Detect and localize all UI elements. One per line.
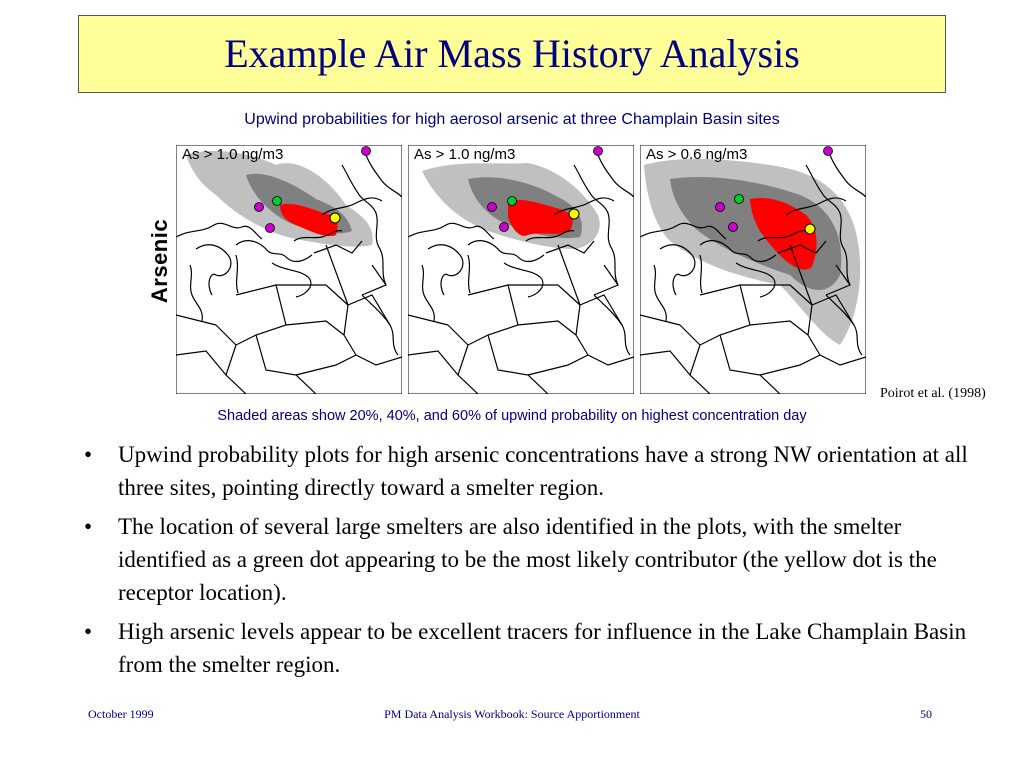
- bullet-text: High arsenic levels appear to be excellent tracers for influence in the Lake Champlain Basin from the smelter region.: [118, 619, 967, 677]
- map-panel-3: [640, 145, 874, 394]
- bullet-dot: •: [84, 514, 93, 539]
- bullet-item: [82, 438, 982, 504]
- footer-page-number: 50: [920, 707, 932, 721]
- arsenic-side-label: [142, 213, 178, 309]
- map-panel-1: [176, 145, 402, 394]
- bullet-item: [82, 615, 982, 681]
- bullet-dot: •: [84, 619, 93, 644]
- footer-date: October 1999: [88, 707, 154, 721]
- map-panel-2: [408, 145, 634, 394]
- bullet-list: [82, 438, 982, 687]
- bullet-item: [82, 510, 982, 609]
- figure-caption: Shaded areas show 20%, 40%, and 60% of upwind probability on highest concentration day: [217, 408, 807, 424]
- slide-title: Example Air Mass History Analysis: [224, 31, 800, 76]
- arsenic-label-text: Arsenic: [147, 218, 172, 304]
- map-label-2: As > 1.0 ng/m3: [414, 146, 516, 163]
- bullet-text: The location of several large smelters are also identified in the plots, with the smelter identified as a green dot appearing to be the most likely contributor (the yellow dot is the receptor location).: [118, 514, 937, 605]
- bullet-dot: •: [84, 442, 93, 467]
- map-label-3: As > 0.6 ng/m3: [646, 146, 748, 163]
- footer-title: PM Data Analysis Workbook: Source Apportionment: [384, 707, 640, 721]
- upwind-probability-maps: [176, 145, 874, 394]
- citation: Poirot et al. (1998): [880, 386, 986, 401]
- map-label-1: As > 1.0 ng/m3: [182, 146, 284, 163]
- figure-subtitle: Upwind probabilities for high aerosol arsenic at three Champlain Basin sites: [244, 111, 780, 128]
- bullet-text: Upwind probability plots for high arsenic concentrations have a strong NW orientation at all three sites, pointing directly toward a smelter region.: [118, 442, 968, 500]
- title-box: [78, 15, 946, 93]
